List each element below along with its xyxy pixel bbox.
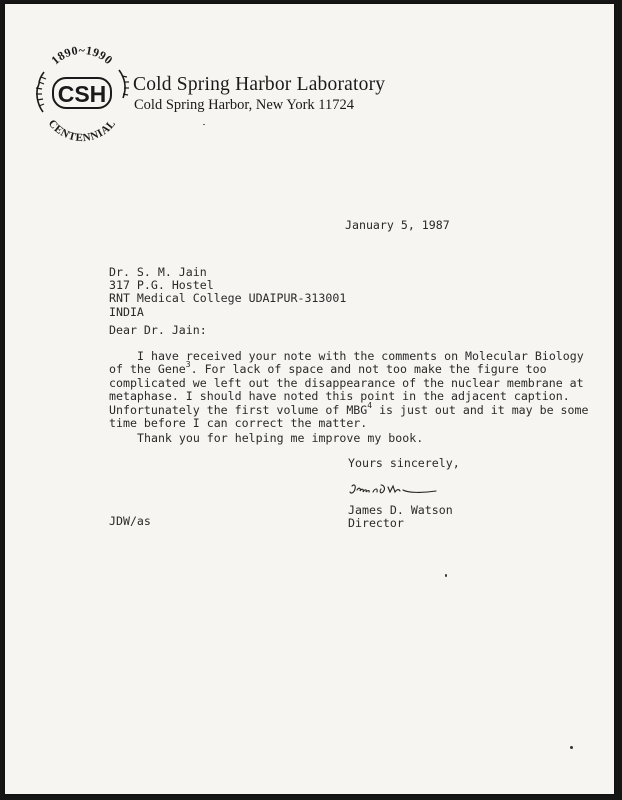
csh-centennial-seal-logo [31, 40, 133, 142]
seal-centennial: CENTENNIAL [45, 117, 119, 142]
typist-initials: JDW/as [109, 514, 151, 528]
recipient-line: Dr. S. M. Jain [109, 265, 207, 279]
svg-text:CENTENNIAL [46, 117, 119, 142]
body-line: metaphase. I should have noted this point in the adjacent caption. [109, 389, 570, 404]
footnote-marker: 4 [367, 400, 373, 410]
body-line: I have received your note with the comments on Molecular Biology [137, 349, 584, 363]
paper-speck [203, 124, 205, 125]
paper-speck [445, 574, 447, 577]
recipient-address [109, 266, 346, 319]
handwritten-signature [348, 480, 438, 498]
body-text: of the Gene [109, 362, 186, 377]
recipient-line: RNT Medical College UDAIPUR-313001 [109, 291, 347, 306]
thanks-line: Thank you for helping me improve my book. [137, 431, 424, 445]
footnote-marker: 3 [185, 360, 191, 370]
body-line [109, 400, 589, 417]
signer-title: Director [348, 516, 404, 531]
closing: Yours sincerely, [348, 456, 460, 470]
recipient-line: 317 P.G. Hostel [109, 278, 214, 293]
recipient-line: INDIA [109, 304, 144, 319]
organization-name: Cold Spring Harbor Laboratory [133, 74, 386, 95]
body-line: complicated we left out the disappearance of the nuclear membrane at [109, 375, 584, 390]
letter-date: January 5, 1987 [345, 218, 450, 232]
seal-initials: CSH [57, 81, 107, 107]
letter-page [5, 4, 614, 794]
paper-speck [570, 746, 573, 749]
signer-name: James D. Watson [348, 503, 453, 517]
body-text: . For lack of space and not too make the figure too [190, 362, 547, 377]
body-text: Unfortunately the first volume of MBG [109, 402, 368, 417]
body-line: time before I can correct the matter. [109, 415, 368, 430]
svg-text:1890~1990 [48, 43, 115, 67]
body-text: is just out and it may be some [372, 402, 589, 417]
body-line [109, 360, 588, 377]
signer-block [348, 504, 453, 530]
letter-body [109, 350, 588, 430]
salutation: Dear Dr. Jain: [109, 323, 207, 337]
organization-address: Cold Spring Harbor, New York 11724 [134, 97, 355, 113]
seal-years: 1890~1990 [48, 43, 116, 68]
